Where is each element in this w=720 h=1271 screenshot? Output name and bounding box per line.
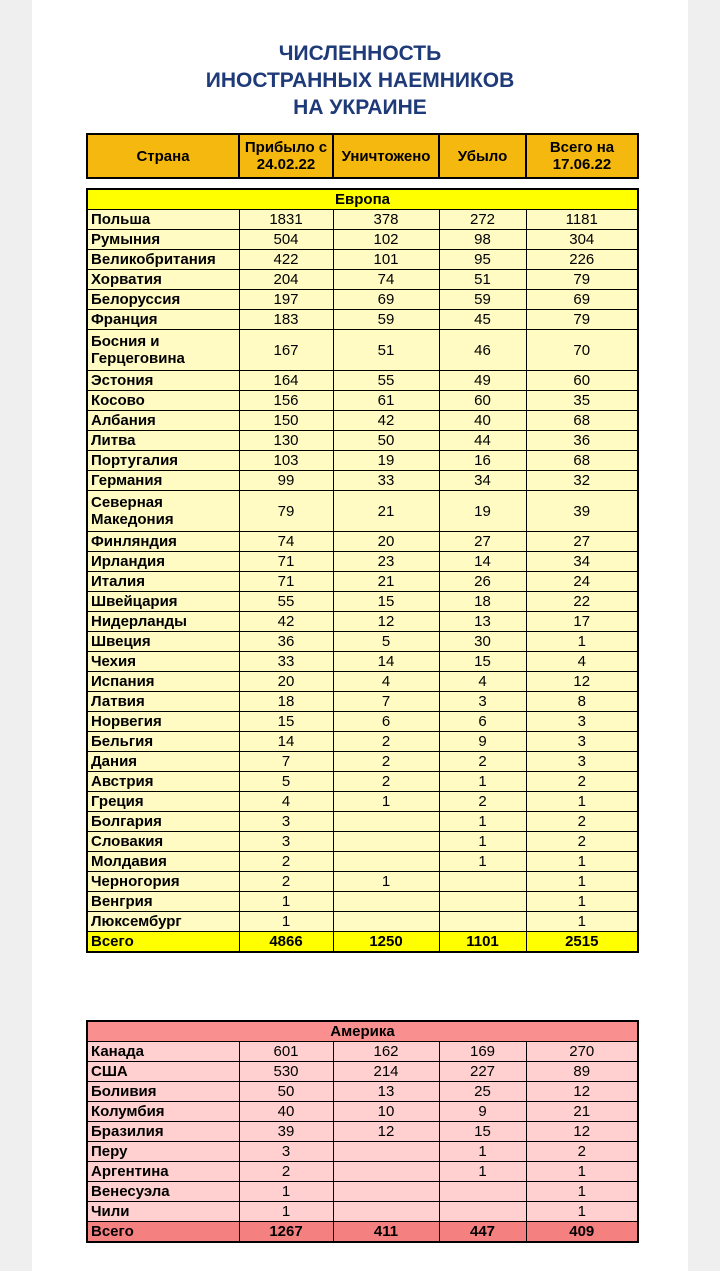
europe-cell-total: 2	[526, 832, 638, 852]
america-cell-left	[439, 1202, 526, 1222]
europe-cell-left: 1	[439, 772, 526, 792]
europe-cell-destroyed: 21	[333, 491, 439, 532]
europe-cell-country: Косово	[87, 391, 239, 411]
europe-cell-country: Румыния	[87, 230, 239, 250]
table-row	[87, 732, 638, 752]
america-cell-left: 9	[439, 1102, 526, 1122]
europe-cell-destroyed: 19	[333, 451, 439, 471]
america-cell-total: 1	[526, 1182, 638, 1202]
europe-cell-left: 19	[439, 491, 526, 532]
europe-section-row	[87, 189, 638, 210]
europe-cell-arrived: 1831	[239, 210, 333, 230]
europe-cell-destroyed	[333, 832, 439, 852]
america-cell-total: 1	[526, 1162, 638, 1182]
america-cell-arrived: 39	[239, 1122, 333, 1142]
america-cell-total: 12	[526, 1122, 638, 1142]
table-row	[87, 592, 638, 612]
america-cell-arrived: 2	[239, 1162, 333, 1182]
america-total-destroyed: 411	[333, 1222, 439, 1243]
europe-cell-total: 27	[526, 532, 638, 552]
america-cell-arrived: 530	[239, 1062, 333, 1082]
europe-cell-total: 34	[526, 552, 638, 572]
europe-cell-total: 60	[526, 371, 638, 391]
europe-cell-arrived: 156	[239, 391, 333, 411]
america-cell-arrived: 1	[239, 1182, 333, 1202]
europe-cell-total: 226	[526, 250, 638, 270]
document-page	[32, 0, 688, 1271]
table-row	[87, 632, 638, 652]
table-row	[87, 912, 638, 932]
europe-cell-country: Болгария	[87, 812, 239, 832]
europe-cell-country: Чехия	[87, 652, 239, 672]
america-cell-destroyed	[333, 1182, 439, 1202]
europe-cell-country: Швеция	[87, 632, 239, 652]
europe-cell-country: Великобритания	[87, 250, 239, 270]
europe-cell-destroyed: 21	[333, 572, 439, 592]
europe-cell-country: Люксембург	[87, 912, 239, 932]
europe-cell-total: 304	[526, 230, 638, 250]
europe-cell-left: 3	[439, 692, 526, 712]
america-cell-country: США	[87, 1062, 239, 1082]
america-cell-country: Перу	[87, 1142, 239, 1162]
europe-cell-country: Словакия	[87, 832, 239, 852]
europe-cell-destroyed: 55	[333, 371, 439, 391]
europe-cell-country: Дания	[87, 752, 239, 772]
table-row	[87, 812, 638, 832]
header-table	[86, 133, 639, 179]
europe-cell-arrived: 5	[239, 772, 333, 792]
america-cell-destroyed	[333, 1202, 439, 1222]
table-row	[87, 411, 638, 431]
europe-cell-total: 3	[526, 732, 638, 752]
europe-cell-total: 70	[526, 330, 638, 371]
europe-cell-arrived: 4	[239, 792, 333, 812]
europe-cell-total: 79	[526, 310, 638, 330]
europe-cell-total: 1	[526, 892, 638, 912]
europe-cell-arrived: 164	[239, 371, 333, 391]
europe-cell-destroyed: 20	[333, 532, 439, 552]
europe-cell-country: Босния и Герцеговина	[87, 330, 239, 371]
europe-cell-arrived: 42	[239, 612, 333, 632]
america-cell-arrived: 1	[239, 1202, 333, 1222]
america-cell-destroyed: 12	[333, 1122, 439, 1142]
europe-cell-country: Италия	[87, 572, 239, 592]
america-cell-total: 21	[526, 1102, 638, 1122]
europe-cell-left: 45	[439, 310, 526, 330]
table-row	[87, 1202, 638, 1222]
europe-cell-left: 1	[439, 852, 526, 872]
europe-cell-total: 24	[526, 572, 638, 592]
europe-section-title: Европа	[87, 189, 638, 210]
europe-cell-left: 16	[439, 451, 526, 471]
table-row	[87, 892, 638, 912]
europe-cell-left: 34	[439, 471, 526, 491]
europe-cell-arrived: 55	[239, 592, 333, 612]
america-cell-arrived: 40	[239, 1102, 333, 1122]
title-line-2: ИНОСТРАННЫХ НАЕМНИКОВ	[205, 69, 515, 92]
europe-total-destroyed: 1250	[333, 932, 439, 953]
america-cell-left: 1	[439, 1142, 526, 1162]
america-cell-arrived: 3	[239, 1142, 333, 1162]
europe-cell-country: Нидерланды	[87, 612, 239, 632]
europe-cell-arrived: 2	[239, 852, 333, 872]
europe-cell-left: 15	[439, 652, 526, 672]
europe-cell-country: Швейцария	[87, 592, 239, 612]
america-cell-destroyed: 214	[333, 1062, 439, 1082]
europe-cell-country: Греция	[87, 792, 239, 812]
table-row	[87, 852, 638, 872]
america-cell-left: 25	[439, 1082, 526, 1102]
europe-cell-left: 2	[439, 752, 526, 772]
table-row	[87, 1182, 638, 1202]
europe-cell-left: 95	[439, 250, 526, 270]
europe-cell-total: 4	[526, 652, 638, 672]
europe-cell-left: 13	[439, 612, 526, 632]
europe-total-country: Всего	[87, 932, 239, 953]
table-row	[87, 672, 638, 692]
europe-cell-total: 8	[526, 692, 638, 712]
europe-cell-country: Эстония	[87, 371, 239, 391]
europe-cell-destroyed: 6	[333, 712, 439, 732]
table-row	[87, 792, 638, 812]
europe-cell-destroyed: 12	[333, 612, 439, 632]
table-row	[87, 371, 638, 391]
europe-cell-left: 51	[439, 270, 526, 290]
europe-cell-destroyed: 50	[333, 431, 439, 451]
america-cell-left: 1	[439, 1162, 526, 1182]
europe-cell-total: 39	[526, 491, 638, 532]
table-row	[87, 612, 638, 632]
europe-cell-left: 40	[439, 411, 526, 431]
europe-cell-arrived: 99	[239, 471, 333, 491]
europe-cell-arrived: 33	[239, 652, 333, 672]
table-row	[87, 431, 638, 451]
europe-cell-destroyed: 1	[333, 792, 439, 812]
america-cell-destroyed: 13	[333, 1082, 439, 1102]
europe-cell-destroyed: 33	[333, 471, 439, 491]
america-section-title: Америка	[87, 1021, 638, 1042]
europe-cell-left: 30	[439, 632, 526, 652]
europe-cell-country: Польша	[87, 210, 239, 230]
europe-cell-total: 69	[526, 290, 638, 310]
europe-cell-destroyed: 2	[333, 732, 439, 752]
europe-cell-country: Молдавия	[87, 852, 239, 872]
europe-cell-arrived: 150	[239, 411, 333, 431]
title-line-3: НА УКРАИНЕ	[293, 96, 427, 119]
europe-cell-total: 32	[526, 471, 638, 491]
america-cell-total: 2	[526, 1142, 638, 1162]
table-row	[87, 532, 638, 552]
america-total-country: Всего	[87, 1222, 239, 1243]
europe-cell-destroyed: 101	[333, 250, 439, 270]
europe-cell-destroyed	[333, 812, 439, 832]
europe-cell-destroyed: 4	[333, 672, 439, 692]
europe-cell-left	[439, 912, 526, 932]
table-row	[87, 832, 638, 852]
table-row	[87, 1142, 638, 1162]
europe-cell-destroyed: 61	[333, 391, 439, 411]
europe-cell-total: 35	[526, 391, 638, 411]
america-cell-country: Бразилия	[87, 1122, 239, 1142]
europe-cell-total: 1	[526, 792, 638, 812]
europe-cell-arrived: 20	[239, 672, 333, 692]
america-cell-arrived: 601	[239, 1042, 333, 1062]
europe-cell-destroyed	[333, 892, 439, 912]
europe-cell-arrived: 167	[239, 330, 333, 371]
america-cell-country: Чили	[87, 1202, 239, 1222]
america-cell-total: 89	[526, 1062, 638, 1082]
america-cell-destroyed	[333, 1162, 439, 1182]
europe-cell-total: 12	[526, 672, 638, 692]
europe-cell-arrived: 1	[239, 912, 333, 932]
europe-cell-left: 49	[439, 371, 526, 391]
table-row	[87, 1122, 638, 1142]
europe-cell-destroyed: 59	[333, 310, 439, 330]
header-arrived: Прибыло с 24.02.22	[239, 134, 333, 178]
europe-cell-left: 60	[439, 391, 526, 411]
america-cell-country: Боливия	[87, 1082, 239, 1102]
america-cell-left: 15	[439, 1122, 526, 1142]
europe-cell-destroyed: 74	[333, 270, 439, 290]
europe-cell-destroyed: 7	[333, 692, 439, 712]
europe-cell-left: 27	[439, 532, 526, 552]
america-cell-country: Венесуэла	[87, 1182, 239, 1202]
europe-cell-destroyed	[333, 912, 439, 932]
europe-cell-arrived: 183	[239, 310, 333, 330]
america-cell-destroyed	[333, 1142, 439, 1162]
europe-total-total: 2515	[526, 932, 638, 953]
europe-cell-arrived: 15	[239, 712, 333, 732]
america-total-arrived: 1267	[239, 1222, 333, 1243]
table-row	[87, 451, 638, 471]
table-row	[87, 712, 638, 732]
europe-cell-arrived: 71	[239, 572, 333, 592]
america-cell-country: Канада	[87, 1042, 239, 1062]
title-line-1: ЧИСЛЕННОСТЬ	[278, 42, 442, 65]
table-row	[87, 1042, 638, 1062]
europe-cell-country: Албания	[87, 411, 239, 431]
europe-cell-total: 1	[526, 872, 638, 892]
europe-cell-left: 272	[439, 210, 526, 230]
europe-cell-arrived: 74	[239, 532, 333, 552]
table-row	[87, 391, 638, 411]
table-row	[87, 471, 638, 491]
page-title	[32, 40, 688, 121]
europe-cell-arrived: 204	[239, 270, 333, 290]
europe-cell-country: Германия	[87, 471, 239, 491]
table-row	[87, 652, 638, 672]
europe-cell-total: 22	[526, 592, 638, 612]
europe-cell-total: 1	[526, 632, 638, 652]
europe-cell-country: Испания	[87, 672, 239, 692]
america-total-total: 409	[526, 1222, 638, 1243]
europe-cell-left: 18	[439, 592, 526, 612]
table-row	[87, 270, 638, 290]
europe-cell-total: 3	[526, 752, 638, 772]
europe-cell-destroyed: 5	[333, 632, 439, 652]
europe-cell-arrived: 71	[239, 552, 333, 572]
europe-cell-country: Литва	[87, 431, 239, 451]
table-row	[87, 250, 638, 270]
america-cell-arrived: 50	[239, 1082, 333, 1102]
table-row	[87, 310, 638, 330]
america-table	[86, 1020, 639, 1243]
table-row	[87, 1082, 638, 1102]
table-row	[87, 230, 638, 250]
table-row	[87, 752, 638, 772]
europe-cell-left: 98	[439, 230, 526, 250]
europe-cell-country: Франция	[87, 310, 239, 330]
europe-cell-country: Норвегия	[87, 712, 239, 732]
europe-cell-destroyed	[333, 852, 439, 872]
europe-total-left: 1101	[439, 932, 526, 953]
europe-cell-country: Черногория	[87, 872, 239, 892]
europe-cell-destroyed: 1	[333, 872, 439, 892]
europe-cell-arrived: 3	[239, 812, 333, 832]
table-row	[87, 290, 638, 310]
europe-cell-left: 9	[439, 732, 526, 752]
america-cell-destroyed: 10	[333, 1102, 439, 1122]
header-left: Убыло	[439, 134, 526, 178]
europe-cell-destroyed: 378	[333, 210, 439, 230]
europe-cell-left: 46	[439, 330, 526, 371]
america-cell-country: Колумбия	[87, 1102, 239, 1122]
europe-cell-country: Белоруссия	[87, 290, 239, 310]
america-cell-left: 227	[439, 1062, 526, 1082]
america-total-row	[87, 1222, 638, 1243]
europe-cell-total: 79	[526, 270, 638, 290]
europe-cell-left: 6	[439, 712, 526, 732]
table-row	[87, 210, 638, 230]
table-row	[87, 692, 638, 712]
table-row	[87, 1062, 638, 1082]
table-row	[87, 772, 638, 792]
table-row	[87, 872, 638, 892]
europe-cell-arrived: 2	[239, 872, 333, 892]
america-cell-left	[439, 1182, 526, 1202]
europe-cell-total: 68	[526, 451, 638, 471]
america-cell-total: 1	[526, 1202, 638, 1222]
europe-cell-arrived: 3	[239, 832, 333, 852]
europe-cell-left	[439, 872, 526, 892]
europe-cell-arrived: 103	[239, 451, 333, 471]
america-cell-left: 169	[439, 1042, 526, 1062]
europe-cell-destroyed: 15	[333, 592, 439, 612]
america-cell-total: 12	[526, 1082, 638, 1102]
table-row	[87, 1102, 638, 1122]
europe-cell-arrived: 36	[239, 632, 333, 652]
europe-cell-arrived: 422	[239, 250, 333, 270]
header-country: Страна	[87, 134, 239, 178]
europe-cell-country: Австрия	[87, 772, 239, 792]
europe-cell-destroyed: 51	[333, 330, 439, 371]
table-row	[87, 491, 638, 532]
europe-cell-destroyed: 14	[333, 652, 439, 672]
america-total-left: 447	[439, 1222, 526, 1243]
europe-cell-arrived: 130	[239, 431, 333, 451]
europe-table	[86, 188, 639, 953]
header-destroyed: Уничтожено	[333, 134, 439, 178]
europe-cell-left: 44	[439, 431, 526, 451]
europe-cell-arrived: 18	[239, 692, 333, 712]
europe-cell-destroyed: 2	[333, 752, 439, 772]
europe-cell-left: 59	[439, 290, 526, 310]
europe-cell-total: 36	[526, 431, 638, 451]
europe-cell-left: 14	[439, 552, 526, 572]
europe-cell-arrived: 197	[239, 290, 333, 310]
europe-cell-total: 2	[526, 812, 638, 832]
europe-cell-total: 68	[526, 411, 638, 431]
america-cell-country: Аргентина	[87, 1162, 239, 1182]
europe-cell-destroyed: 69	[333, 290, 439, 310]
europe-cell-total: 17	[526, 612, 638, 632]
europe-cell-left: 4	[439, 672, 526, 692]
europe-cell-arrived: 14	[239, 732, 333, 752]
europe-cell-total: 3	[526, 712, 638, 732]
america-section-row	[87, 1021, 638, 1042]
europe-cell-total: 1181	[526, 210, 638, 230]
europe-cell-total: 2	[526, 772, 638, 792]
europe-cell-left: 2	[439, 792, 526, 812]
america-cell-total: 270	[526, 1042, 638, 1062]
europe-cell-left	[439, 892, 526, 912]
europe-cell-destroyed: 42	[333, 411, 439, 431]
europe-cell-total: 1	[526, 912, 638, 932]
europe-cell-left: 1	[439, 812, 526, 832]
europe-cell-arrived: 504	[239, 230, 333, 250]
america-cell-destroyed: 162	[333, 1042, 439, 1062]
europe-cell-total: 1	[526, 852, 638, 872]
europe-cell-country: Португалия	[87, 451, 239, 471]
europe-cell-country: Ирландия	[87, 552, 239, 572]
europe-cell-arrived: 79	[239, 491, 333, 532]
table-row	[87, 330, 638, 371]
europe-cell-arrived: 1	[239, 892, 333, 912]
europe-cell-country: Финляндия	[87, 532, 239, 552]
europe-total-arrived: 4866	[239, 932, 333, 953]
europe-cell-left: 26	[439, 572, 526, 592]
europe-cell-destroyed: 102	[333, 230, 439, 250]
europe-cell-destroyed: 2	[333, 772, 439, 792]
europe-cell-arrived: 7	[239, 752, 333, 772]
europe-cell-country: Северная Македония	[87, 491, 239, 532]
table-row	[87, 1162, 638, 1182]
table-row	[87, 552, 638, 572]
europe-total-row	[87, 932, 638, 953]
table-row	[87, 572, 638, 592]
europe-cell-country: Латвия	[87, 692, 239, 712]
europe-cell-destroyed: 23	[333, 552, 439, 572]
header-total: Всего на 17.06.22	[526, 134, 638, 178]
europe-cell-country: Хорватия	[87, 270, 239, 290]
europe-cell-left: 1	[439, 832, 526, 852]
europe-cell-country: Венгрия	[87, 892, 239, 912]
europe-cell-country: Бельгия	[87, 732, 239, 752]
